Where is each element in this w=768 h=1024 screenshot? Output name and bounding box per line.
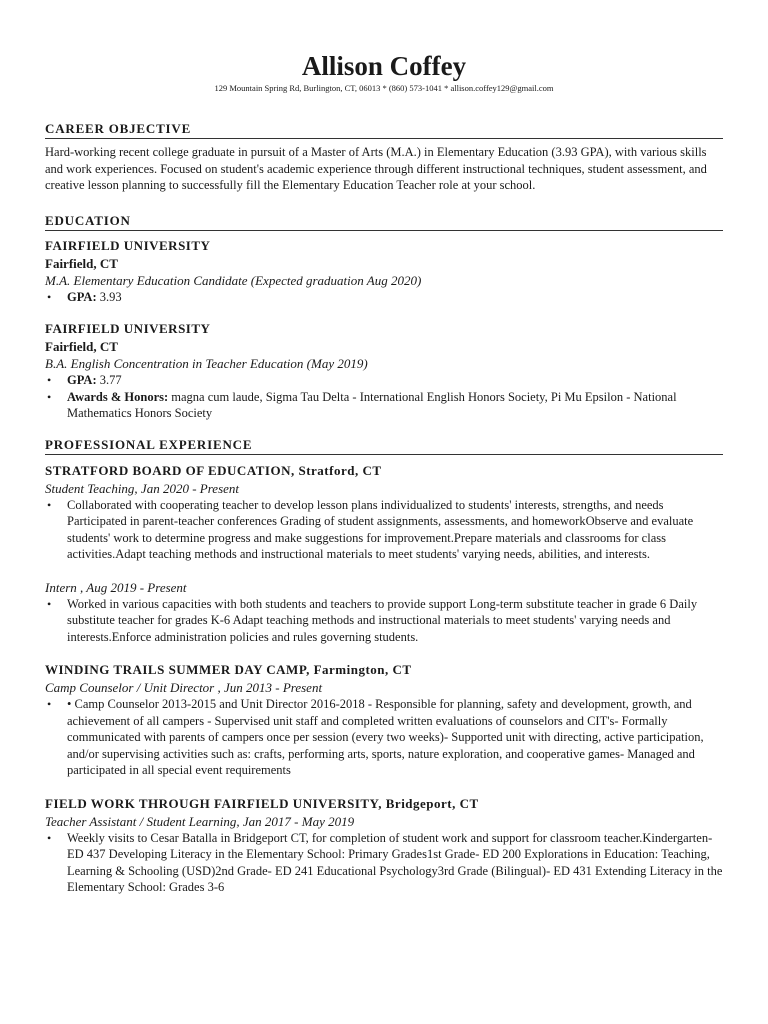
gpa-label: GPA: <box>67 289 97 304</box>
degree: M.A. Elementary Education Candidate (Expected graduation Aug 2020) <box>45 272 422 288</box>
job-entry <box>45 661 723 779</box>
list-item <box>45 497 723 563</box>
list-item <box>45 389 723 422</box>
job-bullets <box>45 830 723 896</box>
list-item <box>45 830 723 896</box>
education-bullets <box>45 372 723 422</box>
list-item <box>45 372 723 389</box>
employer-location: Stratford, CT <box>294 462 382 478</box>
employer-name <box>45 661 723 679</box>
education-bullets <box>45 289 723 306</box>
employer-location: Bridgeport, CT <box>382 795 479 811</box>
school-location: Fairfield, CT <box>45 255 118 271</box>
job-bullets <box>45 696 723 779</box>
school-location: Fairfield, CT <box>45 339 118 354</box>
job-role: Student Teaching, Jan 2020 - Present <box>45 480 240 496</box>
bullet-icon: • <box>47 389 52 404</box>
school-name: FAIRFIELD UNIVERSITY <box>45 321 211 336</box>
school-name: FAIRFIELD UNIVERSITY <box>45 237 211 253</box>
section-title-objective: CAREER OBJECTIVE <box>45 121 723 139</box>
bullet-text: Weekly visits to Cesar Batalla in Bridgeport CT, for completion of student work and support for classroom teacher.Kindergarten- ED 437 Developing Literacy in the Elementary School: Primary Grades1st Grade- ED 200 Explorations in Education: Teaching, Learning & Schooling (USD)2nd Grade- ED 241 Educational Psychology3rd Grade (Bilingual)- ED 431 Extending Literacy in the Elementary School: Grades 3-6 <box>67 830 723 894</box>
candidate-name: Allison Coffey <box>301 51 467 81</box>
degree: B.A. English Concentration in Teacher Education (May 2019) <box>45 356 368 371</box>
objective-text: Hard-working recent college graduate in pursuit of a Master of Arts (M.A.) in Elementary Education (3.93 GPA), with various skills and work experiences. Focused on student's academic experience through different instructional techniques, student assessment, and creative lesson planning to successfully fill the Elementary Education Teacher role at your school. <box>45 145 707 192</box>
bullet-icon: • <box>47 373 52 387</box>
employer-org: WINDING TRAILS SUMMER DAY CAMP, <box>45 662 310 677</box>
job-entry <box>45 462 723 646</box>
bullet-icon: • <box>47 596 52 611</box>
list-item <box>45 596 723 646</box>
bullet-text: • Camp Counselor 2013-2015 and Unit Director 2016-2018 - Responsible for planning, safety and development, growth, and achievement of all campers - Supervised unit staff and completed written evaluations of counselors and CIT's- Formally communicated with parents of campers once per session (every two weeks)- Supported unit with directing, active participation, and/or supervising activities such as: crafts, performing arts, sports, nature exploration, and cooperative games- Managed and participated in all special event requirements <box>67 697 704 777</box>
job-bullets <box>45 497 723 563</box>
employer-location: Farmington, CT <box>309 662 412 677</box>
job-role: Camp Counselor / Unit Director , Jun 2013 - Present <box>45 680 323 695</box>
awards-value: magna cum laude, Sigma Tau Delta - International English Honors Society, Pi Mu Epsilon - National Mathematics Honors Society <box>67 389 677 420</box>
bullet-icon: • <box>47 830 52 845</box>
list-item <box>45 289 723 306</box>
gpa-value: 3.93 <box>96 289 122 304</box>
list-item <box>45 696 723 779</box>
bullet-text: Worked in various capacities with both students and teachers to provide support Long-term substitute teacher in grade 6 Daily substitute teacher for grades K-6 Adapt teaching methods and instructional materials to meet students' varying needs and interests.Enforce administration policies and rules governing students. <box>67 596 698 644</box>
bullet-icon: • <box>47 497 52 512</box>
employer-org: STRATFORD BOARD OF EDUCATION, <box>45 462 295 478</box>
bullet-text: Collaborated with cooperating teacher to develop lesson plans individualized to students' interests, strengths, and needs Participated in parent-teacher conferences Grading of student assignments, assessments, and homeworkObserve and evaluate students' work to determine progress and make suggestions for improvement.Prepare materials and classrooms for class activities.Adapt teaching methods and instructional materials to meet students' varying needs, abilities, and interests. <box>67 497 694 561</box>
section-title-experience: PROFESSIONAL EXPERIENCE <box>45 437 723 455</box>
education-entry <box>45 320 723 422</box>
bullet-icon: • <box>47 289 52 304</box>
job-entry <box>45 795 723 896</box>
section-title-education: EDUCATION <box>45 213 723 231</box>
contact-line: 129 Mountain Spring Rd, Burlington, CT, 06013 * (860) 573-1041 * allison.coffey129@gmail.com <box>214 83 554 93</box>
bullet-icon: • <box>47 697 52 711</box>
awards-label: Awards & Honors: <box>67 389 169 404</box>
job-bullets <box>45 596 723 646</box>
education-entry <box>45 237 723 306</box>
employer-name <box>45 795 723 813</box>
gpa-label: GPA: <box>67 373 97 387</box>
job-role: Teacher Assistant / Student Learning, Jan 2017 - May 2019 <box>45 813 355 829</box>
employer-org: FIELD WORK THROUGH FAIRFIELD UNIVERSITY, <box>45 795 382 811</box>
gpa-value: 3.77 <box>96 373 122 387</box>
job-role: Intern , Aug 2019 - Present <box>45 579 187 595</box>
employer-name <box>45 462 723 480</box>
